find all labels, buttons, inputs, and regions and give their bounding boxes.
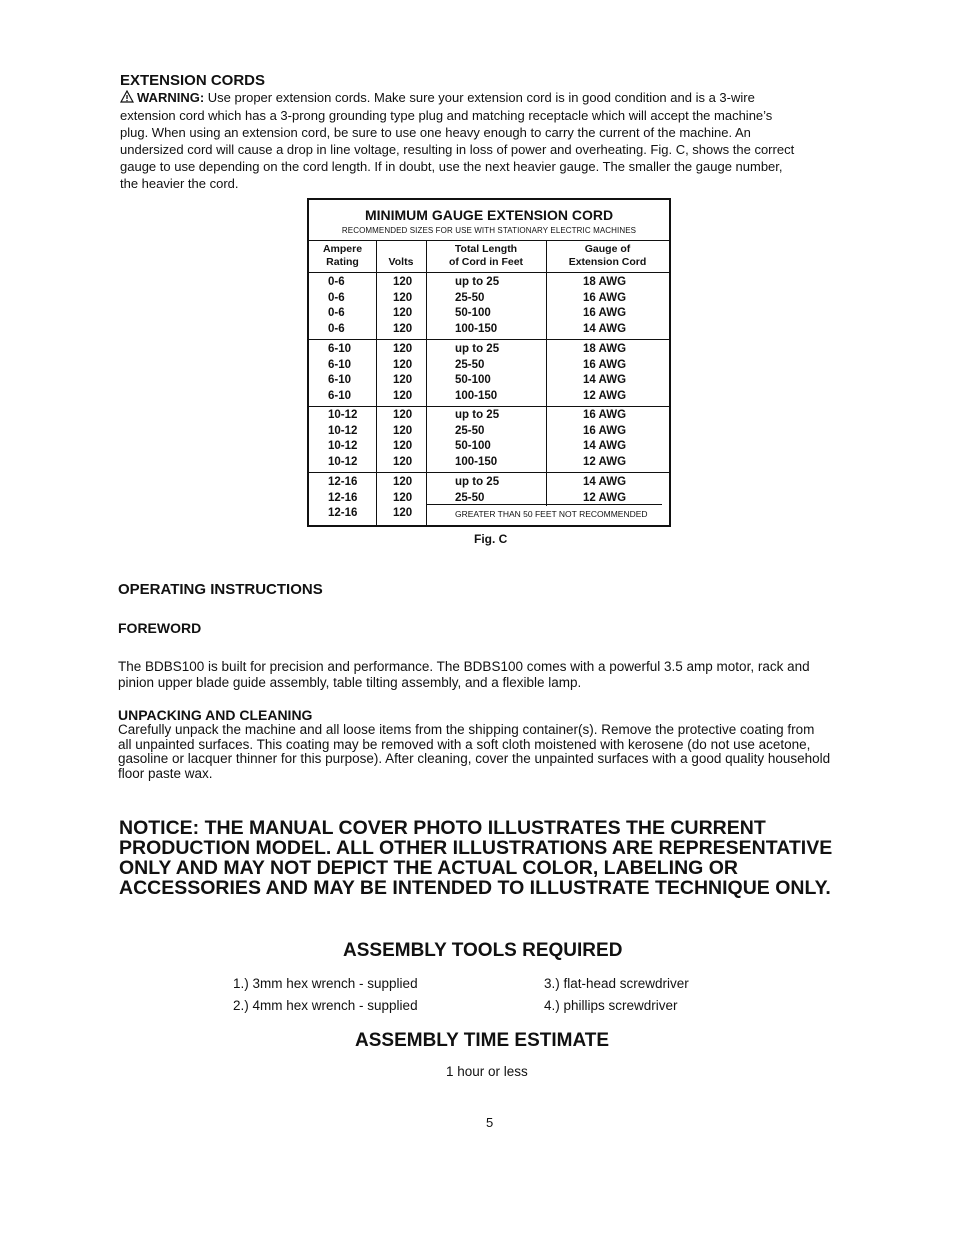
table-note: GREATER THAN 50 FEET NOT RECOMMENDED xyxy=(455,509,648,519)
tools-heading: ASSEMBLY TOOLS REQUIRED xyxy=(343,940,623,961)
cell-volts-group3: 120 120 120 120 xyxy=(393,409,413,468)
warning-text-line: gauge to use depending on the cord length. If in doubt, use the next heavier gauge. The smaller the gauge number, xyxy=(120,159,783,174)
warning-text-line: the heavier the cord. xyxy=(120,176,239,191)
cell-volts-group1: 120 120 120 120 xyxy=(393,276,413,335)
cell-gauge-group3: 16 AWG 16 AWG 14 AWG 12 AWG xyxy=(583,409,627,468)
page-number: 5 xyxy=(486,1115,494,1130)
cell-amp-group4: 12-16 12-16 12-16 xyxy=(328,476,358,519)
cell-gauge-group2: 18 AWG 16 AWG 14 AWG 12 AWG xyxy=(583,343,627,402)
notice-block xyxy=(119,818,832,898)
warning-triangle-icon xyxy=(120,90,134,107)
unpacking-heading: UNPACKING AND CLEANING xyxy=(118,707,313,723)
gauge-table xyxy=(307,198,671,527)
notice-line: NOTICE: THE MANUAL COVER PHOTO ILLUSTRATES THE CURRENT xyxy=(119,817,766,839)
foreword-line: pinion upper blade guide assembly, table tilting assembly, and a flexible lamp. xyxy=(118,675,582,690)
time-heading: ASSEMBLY TIME ESTIMATE xyxy=(355,1030,610,1051)
extension-warning-paragraph xyxy=(120,89,870,192)
notice-line: ONLY AND MAY NOT DEPICT THE ACTUAL COLOR, LABELING OR xyxy=(119,857,738,879)
table-rule xyxy=(309,272,669,273)
foreword-heading: FOREWORD xyxy=(118,620,202,636)
header-ampere: Ampere Rating xyxy=(322,243,363,268)
cell-amp-group2: 6-10 6-10 6-10 6-10 xyxy=(328,343,352,402)
notice-line: ACCESSORIES AND MAY BE INTENDED TO ILLUSTRATE TECHNIQUE ONLY. xyxy=(119,877,831,899)
unpacking-line: Carefully unpack the machine and all loose items from the shipping container(s). Remove the protective coating from xyxy=(118,722,815,737)
table-rule xyxy=(309,240,669,241)
cell-volts-group4: 120 120 120 xyxy=(393,476,413,519)
unpacking-line: floor paste wax. xyxy=(118,765,213,781)
cell-amp-group1: 0-6 0-6 0-6 0-6 xyxy=(328,276,345,335)
cell-length-group3: up to 25 25-50 50-100 100-150 xyxy=(455,409,500,468)
figure-caption: Fig. C xyxy=(474,532,508,546)
table-rule xyxy=(309,472,669,473)
cell-length-group1: up to 25 25-50 50-100 100-150 xyxy=(455,276,500,335)
tool-item: 3.) flat-head screwdriver xyxy=(544,976,689,991)
table-rule xyxy=(309,339,669,340)
header-volts: Volts xyxy=(388,256,414,268)
notice-line: PRODUCTION MODEL. ALL OTHER ILLUSTRATIONS ARE REPRESENTATIVE xyxy=(119,837,833,859)
warning-label: WARNING: xyxy=(137,90,205,105)
cell-length-group4: up to 25 25-50 xyxy=(455,476,500,504)
cell-gauge-group1: 18 AWG 16 AWG 16 AWG 14 AWG xyxy=(583,276,627,335)
cell-volts-group2: 120 120 120 120 xyxy=(393,343,413,402)
tool-item: 4.) phillips screwdriver xyxy=(544,998,678,1013)
unpacking-line: gasoline or lacquer thinner for this purpose). After cleaning, cover the unpainted surfaces with a good quality household xyxy=(118,751,831,766)
table-col-divider xyxy=(426,240,427,525)
warning-text-line: undersized cord will cause a drop in line voltage, resulting in loss of power and overheating. Fig. C, shows the correct xyxy=(120,142,795,157)
unpacking-line: all unpainted surfaces. This coating may be removed with a soft cloth moistened with kerosene (do not use acetone, xyxy=(118,736,811,752)
tool-item: 2.) 4mm hex wrench - supplied xyxy=(233,998,418,1013)
foreword-paragraph xyxy=(118,659,878,691)
table-title: MINIMUM GAUGE EXTENSION CORD xyxy=(364,207,614,223)
foreword-line: The BDBS100 is built for precision and performance. The BDBS100 comes with a powerful 3.5 amp motor, rack and xyxy=(118,659,810,674)
cell-length-group2: up to 25 25-50 50-100 100-150 xyxy=(455,343,500,402)
cell-gauge-group4: 14 AWG 12 AWG xyxy=(583,476,627,504)
header-length: Total Length of Cord in Feet xyxy=(448,243,524,268)
warning-text-line: Use proper extension cords. Make sure your extension cord is in good condition and is a 3-wire xyxy=(207,90,755,105)
table-col-divider xyxy=(546,240,547,506)
header-gauge: Gauge of Extension Cord xyxy=(568,243,647,268)
table-col-divider xyxy=(376,240,377,525)
table-rule xyxy=(309,406,669,407)
time-value: 1 hour or less xyxy=(446,1064,528,1079)
operating-heading: OPERATING INSTRUCTIONS xyxy=(118,581,323,598)
warning-text-line: extension cord which has a 3-prong grounding type plug and matching receptacle which will accept the machine’s xyxy=(120,108,773,123)
tool-item: 1.) 3mm hex wrench - supplied xyxy=(233,976,418,991)
warning-text-line: plug. When using an extension cord, be sure to use one heavy enough to carry the current of the machine. An xyxy=(120,125,751,140)
unpacking-paragraph xyxy=(118,723,878,781)
table-subtitle: RECOMMENDED SIZES FOR USE WITH STATIONARY ELECTRIC MACHINES xyxy=(341,226,637,235)
extension-cords-heading: EXTENSION CORDS xyxy=(120,72,266,89)
cell-amp-group3: 10-12 10-12 10-12 10-12 xyxy=(328,409,358,468)
